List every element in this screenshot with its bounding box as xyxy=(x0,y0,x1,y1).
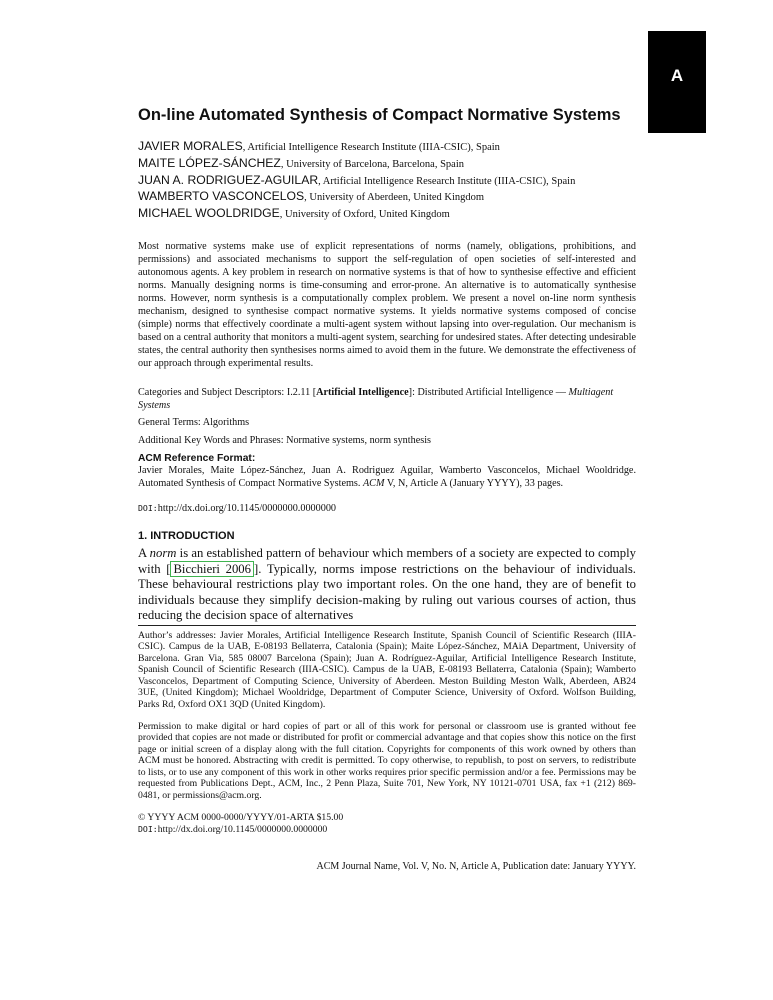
article-letter: A xyxy=(670,66,684,85)
citation-link[interactable]: Bicchieri 2006 xyxy=(170,561,254,577)
journal-footer: ACM Journal Name, Vol. V, No. N, Article A, Publication date: January YYYY. xyxy=(316,861,636,872)
intro-part: A xyxy=(138,546,150,560)
subject-descriptors xyxy=(138,386,636,412)
reference-format-heading: ACM Reference Format: xyxy=(138,453,256,464)
intro-part: is an established pattern of behaviour which members of a society are expected to comply with [ xyxy=(138,546,636,576)
author-line xyxy=(138,156,658,173)
copyright-line: © YYYY ACM 0000-0000/YYYY/01-ARTA $15.00 xyxy=(138,812,344,823)
intro-italic-norm: norm xyxy=(149,546,177,560)
doi-link[interactable]: http://dx.doi.org/10.1145/0000000.0000000 xyxy=(157,503,337,514)
author-name: MICHAEL WOOLDRIDGE xyxy=(138,206,280,221)
author-line xyxy=(138,206,658,223)
doi-link[interactable]: http://dx.doi.org/10.1145/0000000.0000000 xyxy=(157,824,328,835)
intro-part: ]. Typically, norms impose restrictions on the behaviour of individuals. These behavioural restrictions play two important roles. On the one hand, they are of benefit to individuals because they simplify decision-making by ruling out various courses of action, thus reducing the decision space of alternatives xyxy=(138,561,636,623)
ccs-italic: Multiagent Systems xyxy=(138,387,614,411)
paper-title: On-line Automated Synthesis of Compact Normative Systems xyxy=(138,106,621,124)
ccs-prefix: Categories and Subject Descriptors: I.2.11 [ xyxy=(138,387,317,398)
reference-format xyxy=(138,464,636,490)
author-name: WAMBERTO VASCONCELOS xyxy=(138,189,305,204)
doi-label: DOI: xyxy=(138,824,158,834)
author-line xyxy=(138,139,658,156)
author-addresses: Author’s addresses: Javier Morales, Artificial Intelligence Research Institute, Spanish Council of Scientific Research (IIIA-CSIC). Campus de la UAB, E-08193 Bellaterra, Catalonia (Spain); Maite López-Sánchez, MAiA Department, University of Barcelona. Gran Via, 585 08007 Barcelona (Spain); Juan A. Rodríguez-Aguilar, Artificial Intelligence Research Institute, Spanish Council of Scientific Research (IIIA-CSIC). Campus de la UAB, E-08193 Bellaterra, Catalonia (Spain); Wamberto Vasconcelos, Department of Computing Science, University of Aberdeen. Meston Building Meston Walk, Aberdeen, AB24 3UE, (United Kingdom); Michael Wooldridge, Department of Computer Science, University of Oxford. Wolfson Building, Parks Rd, Oxford OX1 3QD (United Kingdom). xyxy=(138,630,636,710)
section-heading: 1. INTRODUCTION xyxy=(138,530,235,542)
author-affiliation: , Artificial Intelligence Research Institute (IIIA-CSIC), Spain xyxy=(318,175,576,187)
reference-rest: V, N, Article A (January YYYY), 33 pages. xyxy=(384,478,564,489)
introduction-text xyxy=(138,546,636,624)
ccs-bold: Artificial Intelligence xyxy=(316,387,409,398)
reference-text: Javier Morales, Maite López-Sánchez, Juan A. Rodriguez Aguilar, Wamberto Vasconcelos, Michael Wooldridge. Automated Synthesis of Compact Normative Systems. xyxy=(138,465,636,489)
footnote-divider xyxy=(138,625,636,626)
abstract: Most normative systems make use of explicit representations of norms (namely, obligations, prohibitions, and permissions) and associated mechanisms to support the self-regulation of open societies of self-interested and autonomous agents. A key problem in research on normative systems is that of how to synthesise effective and efficient norms. Manually designing norms is time-consuming and error-prone. An alternative is to automatically synthesise norms. However, norm synthesis is a computationally complex problem. We present a novel on-line norm synthesis mechanism, designed to synthesise compact normative systems. It yields normative systems composed of concise (simple) norms that effectively coordinate a multi-agent system without lapsing into over-regulation. Our mechanism is based on a central authority that monitors a multi-agent system, searching for undesired states. After detecting undesirable states, the central authority then synthesises norms aimed to avoid them in the future. We demonstrate the effectiveness of our approach through experimental results. xyxy=(138,241,636,370)
doi-line xyxy=(138,502,636,515)
author-line xyxy=(138,173,658,190)
author-affiliation: , Artificial Intelligence Research Institute (IIIA-CSIC), Spain xyxy=(242,142,500,153)
author-affiliation: , University of Aberdeen, United Kingdom xyxy=(304,192,485,204)
author-line xyxy=(138,189,658,206)
footer-doi-line xyxy=(138,824,636,835)
author-list xyxy=(138,139,658,223)
doi-label: DOI: xyxy=(138,503,158,513)
ccs-middle: ]: Distributed Artificial Intelligence — xyxy=(408,387,569,398)
author-name: JAVIER MORALES xyxy=(138,139,243,153)
permission-notice: Permission to make digital or hard copies of part or all of this work for personal or classroom use is granted without fee provided that copies are not made or distributed for profit or commercial advantage and that copies show this notice on the first page or initial screen of a display along with the full citation. Copyrights for components of this work owned by others than ACM must be honored. Abstracting with credit is permitted. To copy otherwise, to republish, to post on servers, to redistribute to lists, or to use any component of this work in other works requires prior specific permission and/or a fee. Permissions may be requested from Publications Dept., ACM, Inc., 2 Penn Plaza, Suite 701, New York, NY 10121-0701 USA, fax +1 (212) 869-0481, or permissions@acm.org. xyxy=(138,721,636,801)
general-terms: General Terms: Algorithms xyxy=(138,417,250,428)
reference-journal: ACM xyxy=(362,478,385,489)
article-letter-tab xyxy=(648,31,706,133)
author-name: MAITE LÓPEZ-SÁNCHEZ xyxy=(138,155,281,170)
author-affiliation: , University of Oxford, United Kingdom xyxy=(279,209,450,221)
keywords: Additional Key Words and Phrases: Normative systems, norm synthesis xyxy=(138,435,431,446)
author-affiliation: , University of Barcelona, Barcelona, Spain xyxy=(280,158,464,170)
author-name: JUAN A. RODRIGUEZ-AGUILAR xyxy=(138,172,319,187)
